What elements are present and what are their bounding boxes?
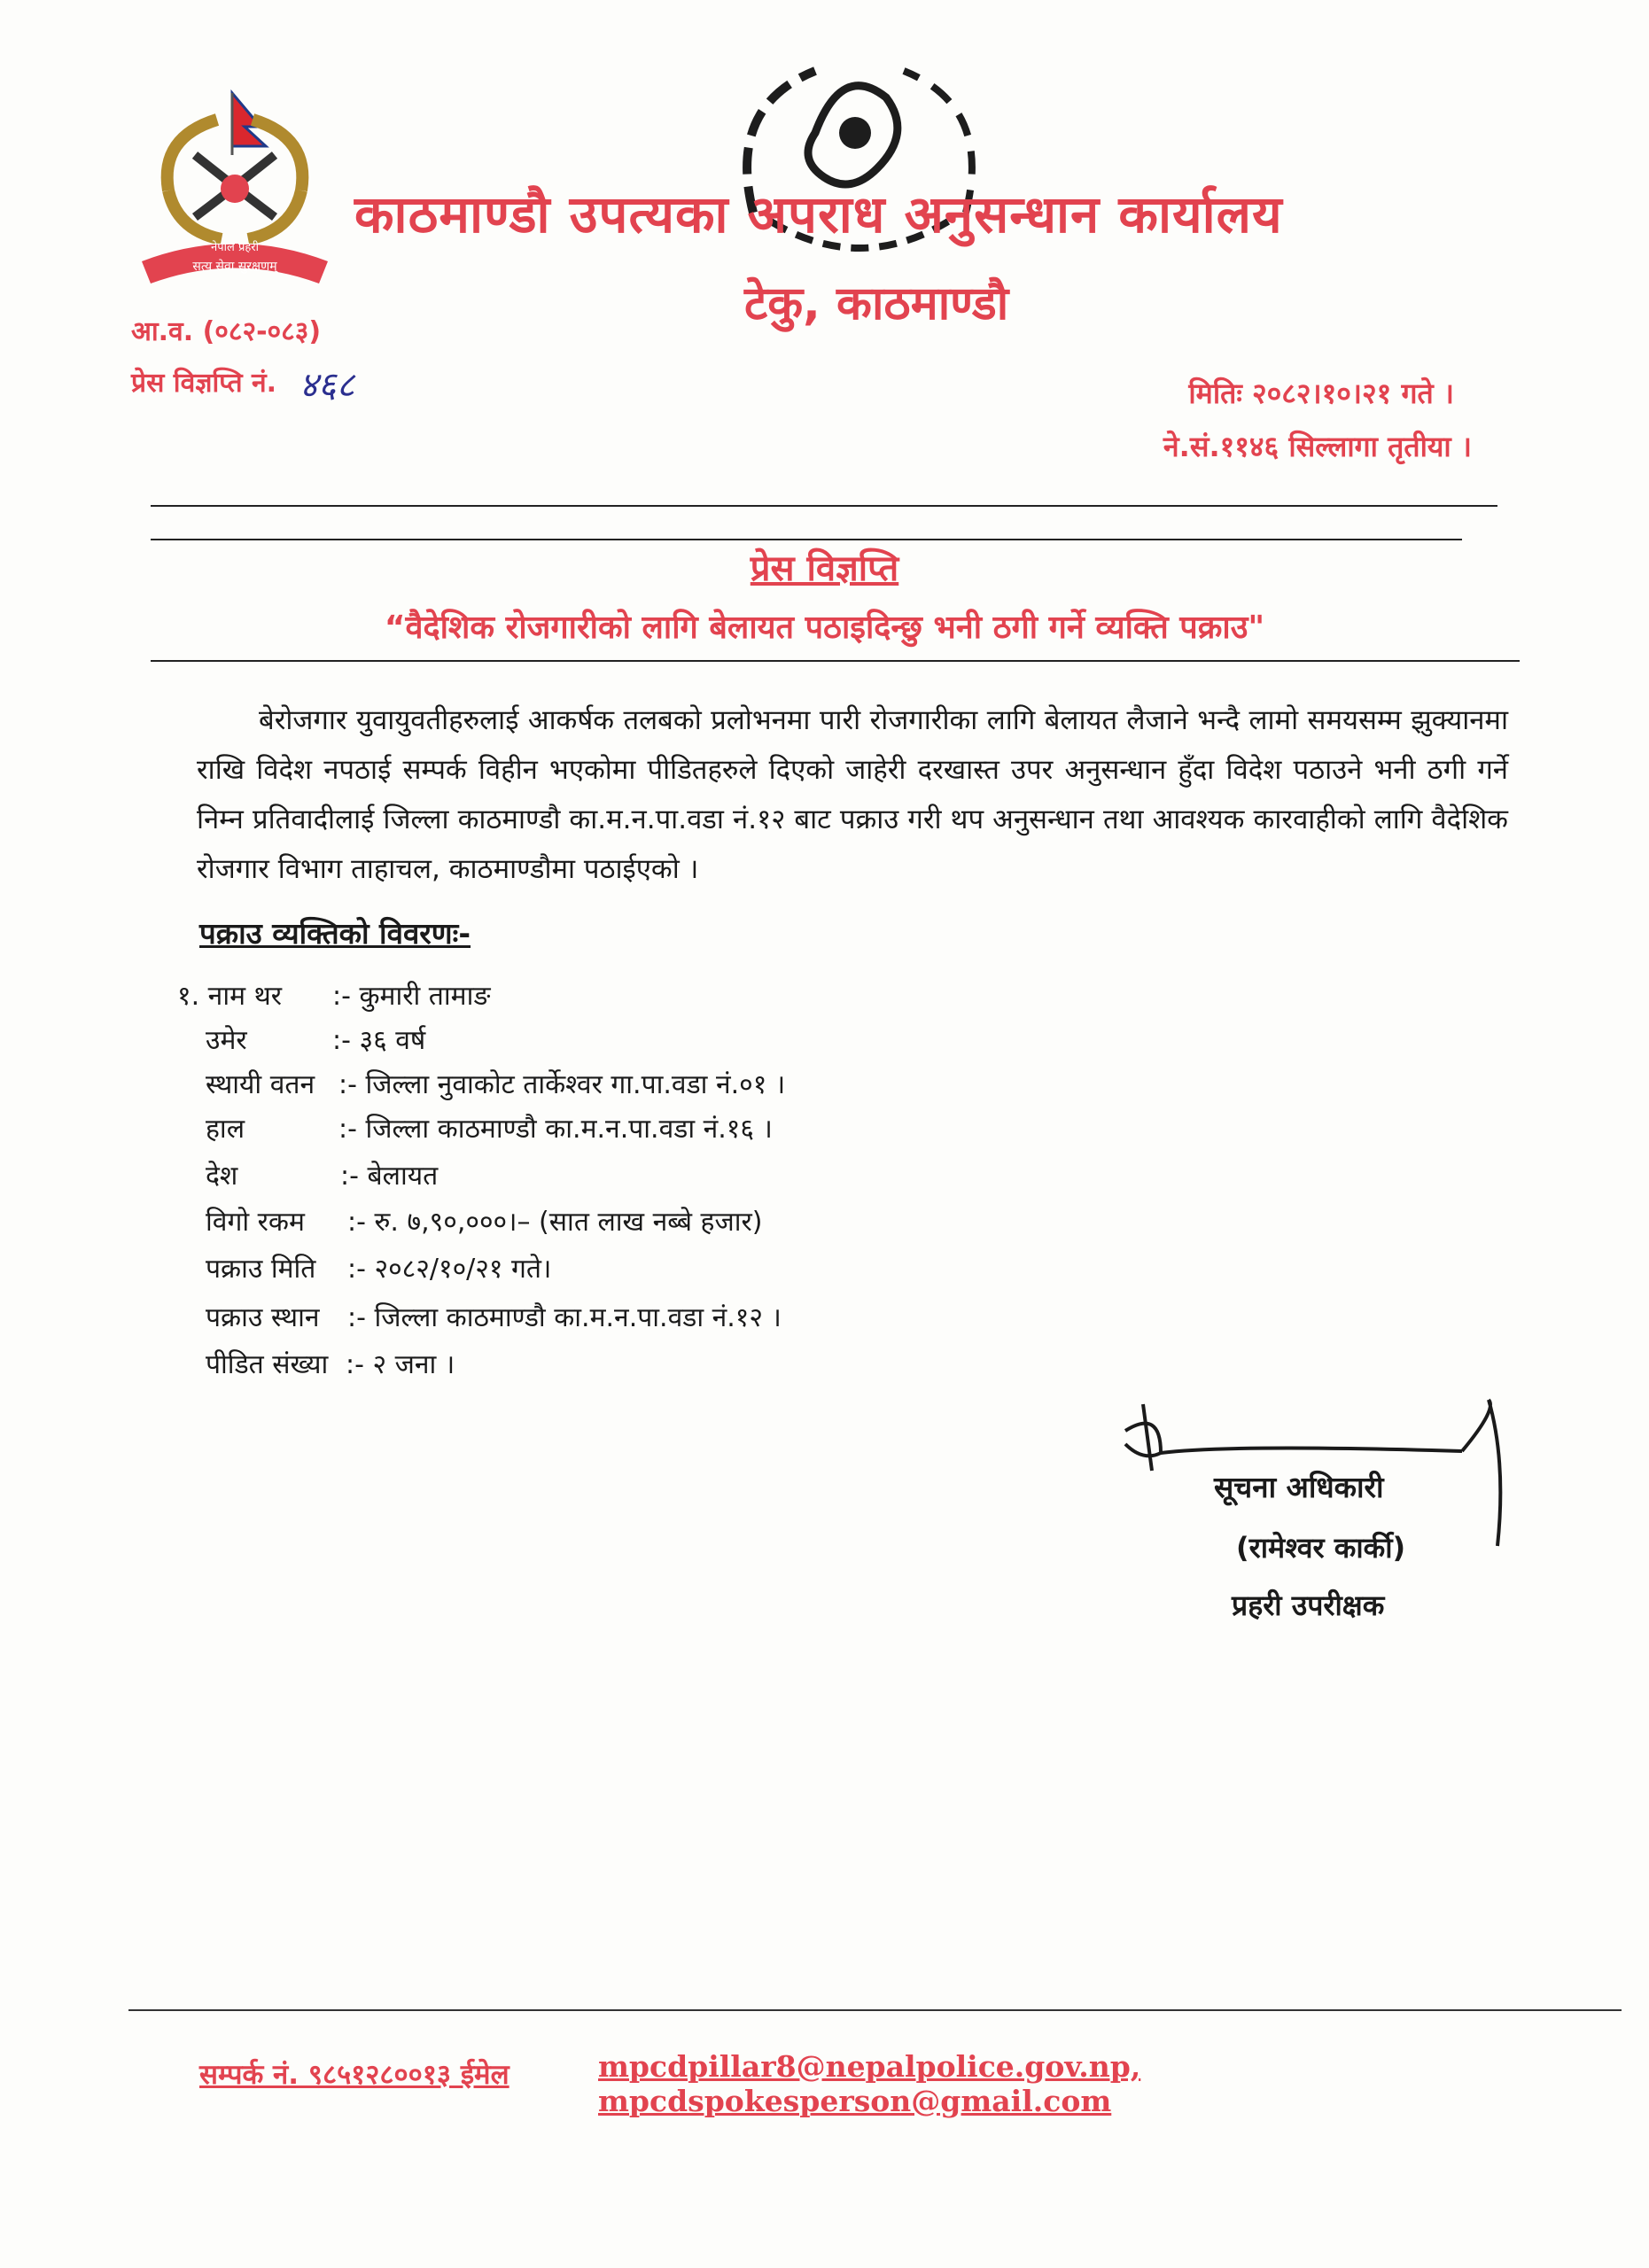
- detail-value: :- बेलायत: [340, 1161, 439, 1192]
- signatory-name: (रामेश्वर कार्की): [1236, 1531, 1406, 1565]
- detail-label: हाल: [206, 1114, 245, 1145]
- detail-value: :- रु. ७,९०,०००।– (सात लाख नब्बे हजार): [347, 1207, 763, 1238]
- divider-bottom: [151, 660, 1520, 662]
- office-location: टेकु, काठमाण्डौ: [744, 277, 1009, 330]
- footer-divider: [128, 2009, 1622, 2011]
- detail-label: पक्राउ मिति: [206, 1254, 316, 1285]
- office-name: काठमाण्डौ उपत्यका अपराध अनुसन्धान कार्यालय: [354, 184, 1283, 245]
- detail-label: देश: [206, 1161, 238, 1192]
- footer-emails[interactable]: mpcdpillar8@nepalpolice.gov.np, mpcdspokesperson@gmail.com: [598, 2049, 1141, 2118]
- notice-title: प्रेस विज्ञप्ति: [750, 548, 899, 589]
- detail-label: १. नाम थर: [177, 981, 283, 1012]
- signatory-title: सूचना अधिकारी: [1214, 1470, 1384, 1504]
- body-paragraph: बेरोजगार युवायुवतीहरुलाई आकर्षक तलबको प्रलोभनमा पारी रोजगारीका लागि बेलायत लैजाने भन्दै लामो समयसम्म झुक्यानमा राखि विदेश नपठाई सम्पर्क विहीन भएकोमा पीडितहरुले दिएको जाहेरी दरखास्त उपर अनुसन्धान हुँदा विदेश पठाउने भनी ठगी गर्ने निम्न प्रतिवादीलाई जिल्ला काठमाण्डौ का.म.न.पा.वडा नं.१२ बाट पक्राउ गरी थप अनुसन्धान तथा आवश्यक कारवाहीको लागि वैदेशिक रोजगार विभाग ताहाचल, काठमाण्डौमा पठाईएको ।: [197, 704, 1508, 885]
- detail-label: पक्राउ स्थान: [206, 1302, 320, 1333]
- detail-value: :- २ जना ।: [346, 1349, 455, 1380]
- signatory-rank: प्रहरी उपरीक्षक: [1232, 1588, 1385, 1622]
- detail-value: :- कुमारी तामाङ: [332, 981, 491, 1012]
- notice-subject: “वैदेशिक रोजगारीको लागि बेलायत पठाइदिन्छु भनी ठगी गर्ने व्यक्ति पक्राउ": [384, 610, 1265, 646]
- press-no-label: प्रेस विज्ञप्ति नं.: [131, 368, 277, 399]
- date: मितिः २०८२।१०।२१ गते ।: [1188, 377, 1454, 410]
- divider-top: [151, 505, 1497, 507]
- detail-value: :- जिल्ला काठमाण्डौ का.म.न.पा.वडा नं.१२ ।: [347, 1302, 782, 1333]
- press-no-value: ४६८: [299, 365, 355, 406]
- detail-value: :- जिल्ला नुवाकोट तार्केश्वर गा.पा.वडा नं.०१ ।: [338, 1069, 786, 1100]
- detail-label: उमेर: [206, 1025, 247, 1056]
- footer-contact: सम्पर्क नं. ९८५१२८००१३ ईमेल: [199, 2059, 509, 2091]
- detail-label: स्थायी वतन: [206, 1069, 315, 1100]
- emblem-motto: सत्य सेवा सुरक्षणम्: [192, 260, 277, 274]
- detail-value: :- ३६ वर्ष: [332, 1025, 426, 1056]
- detail-value: :- २०८२/१०/२१ गते।: [347, 1254, 552, 1285]
- emblem-name: नेपाल प्रहरी: [211, 241, 259, 254]
- detail-label: पीडित संख्या: [206, 1349, 329, 1380]
- divider-mid: [151, 539, 1462, 540]
- detail-label: विगो रकम: [206, 1207, 305, 1238]
- detail-value: :- जिल्ला काठमाण्डौ का.म.न.पा.वडा नं.१६ ।: [338, 1114, 773, 1145]
- nepal-sambat-date: ने.सं.११४६ सिल्लागा तृतीया ।: [1163, 430, 1472, 463]
- fiscal-year: आ.व. (०८२-०८३): [131, 316, 322, 347]
- nepal-police-emblem: [133, 84, 337, 297]
- details-heading: पक्राउ व्यक्तिको विवरणः-: [199, 916, 471, 951]
